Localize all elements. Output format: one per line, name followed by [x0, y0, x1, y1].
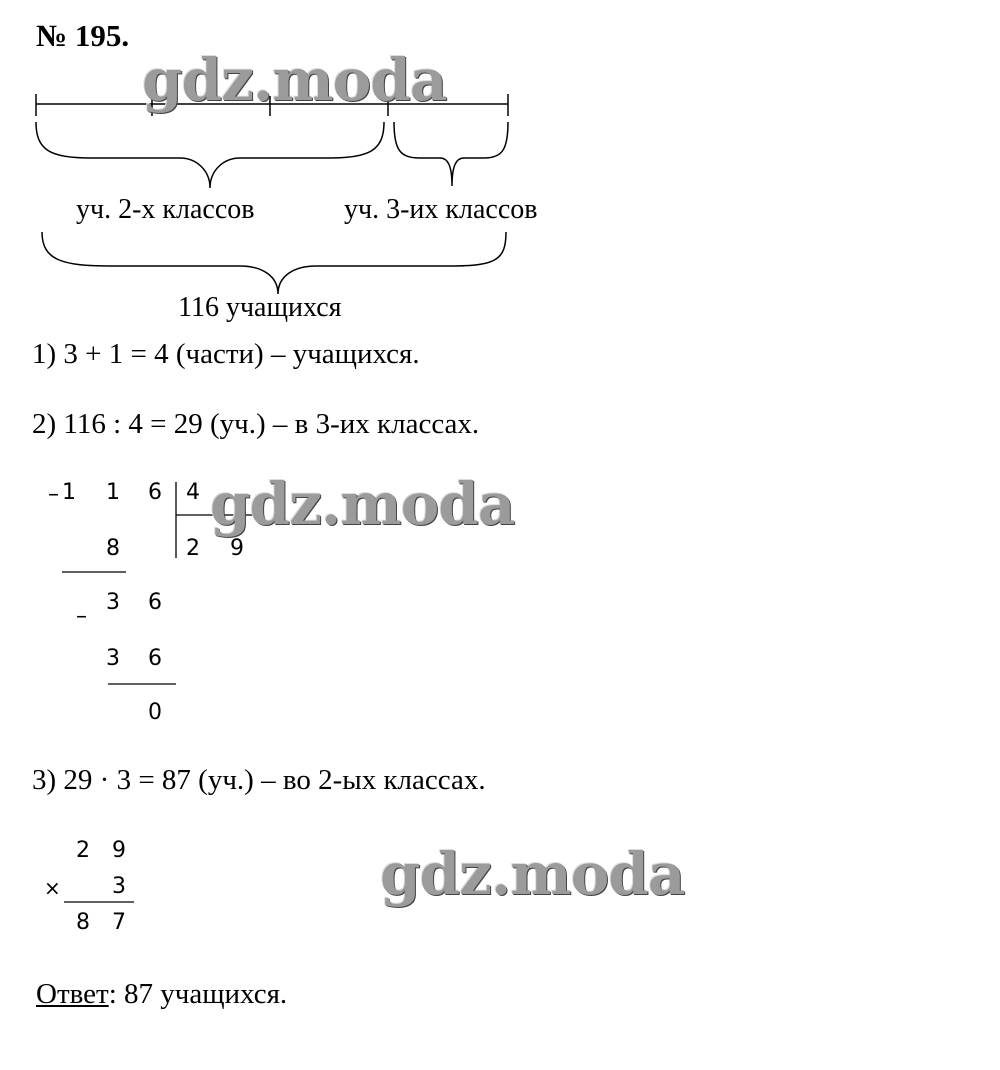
subtrahend-1: 8 — [106, 536, 120, 561]
problem-number: № 195. — [36, 18, 130, 53]
division-result: 0 — [148, 700, 162, 725]
subtrahend-2-digit-2: 6 — [148, 646, 162, 671]
factor2: 3 — [112, 874, 126, 899]
brace-total — [42, 232, 506, 294]
factor1-digit-1: 2 — [76, 838, 90, 863]
brace-third-grades — [394, 122, 508, 186]
brace-second-grades — [36, 122, 384, 188]
step-1: 1) 3 + 1 = 4 (части) – учащихся. — [32, 338, 420, 370]
answer-line — [36, 978, 287, 1011]
subtrahend-2-digit-1: 3 — [106, 646, 120, 671]
dividend-digit-1: 1 — [62, 480, 76, 505]
answer-text: : 87 учащихся. — [108, 978, 288, 1010]
label-third-grades: уч. 3-их классов — [344, 194, 538, 225]
quotient-digit-1: 2 — [186, 536, 200, 561]
dividend-digit-3: 6 — [148, 480, 162, 505]
quotient-digit-2: 9 — [230, 536, 244, 561]
answer-label: Ответ — [36, 978, 109, 1010]
step-3: 3) 29 · 3 = 87 (уч.) – во 2-ых классах. — [32, 764, 486, 796]
watermark-middle: gdz.moda — [210, 470, 515, 538]
division-minus-2: – — [76, 604, 87, 629]
dividend-digit-2: 1 — [106, 480, 120, 505]
division-minus-1: – — [48, 482, 59, 507]
watermark-bottom: gdz.moda — [380, 840, 685, 908]
product-digit-2: 7 — [112, 910, 126, 935]
label-total: 116 учащихся — [178, 292, 342, 323]
multiplication-sign: × — [44, 876, 61, 900]
factor1-digit-2: 9 — [112, 838, 126, 863]
product-digit-1: 8 — [76, 910, 90, 935]
step-2: 2) 116 : 4 = 29 (уч.) – в 3-их классах. — [32, 408, 480, 440]
remainder-digit-2: 6 — [148, 590, 162, 615]
divisor: 4 — [186, 480, 200, 505]
label-second-grades: уч. 2-х классов — [76, 194, 255, 225]
watermark-top: gdz.moda — [142, 46, 447, 114]
remainder-digit-1: 3 — [106, 590, 120, 615]
